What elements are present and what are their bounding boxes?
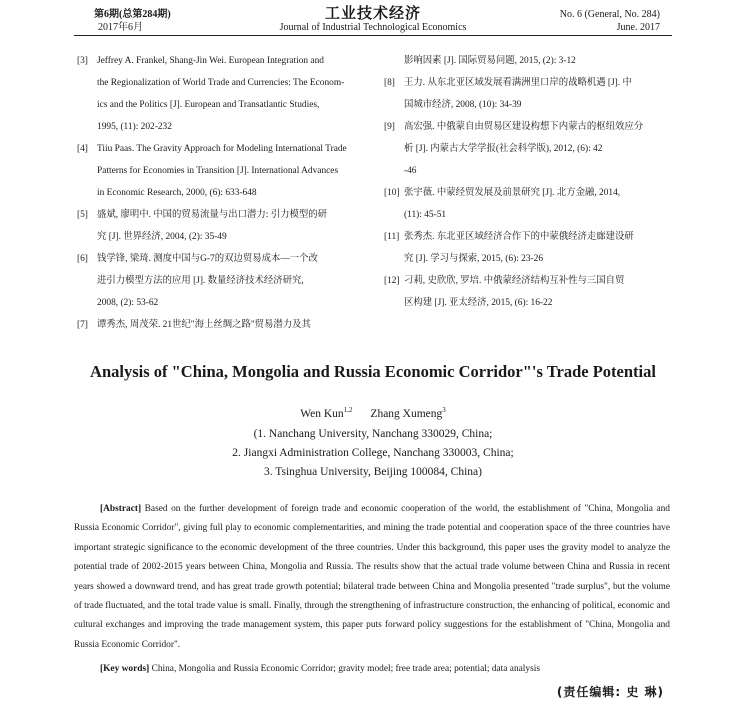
reference-line: 高宏强. 中俄蒙自由贸易区建设构想下内蒙古的枢纽效应分 <box>404 122 644 132</box>
reference-line: 王力. 从东北亚区域发展看满洲里口岸的战略机遇 [J]. 中 <box>404 78 632 88</box>
reference-line: 2008, (2): 53-62 <box>97 298 159 308</box>
header-right <box>560 8 660 34</box>
reference-line: ics and the Politics [J]. European and Transatlantic Studies, <box>97 100 320 110</box>
keywords-label: [Key words] <box>100 664 150 674</box>
reference-line: 张宇薇. 中蒙经贸发展及前景研究 [J]. 北方金融, 2014, <box>404 188 621 198</box>
header-rule <box>74 35 672 36</box>
reference-item <box>77 138 367 204</box>
author-1: Wen Kun <box>300 407 344 420</box>
journal-title-cn: 工业技术经济 <box>324 4 421 22</box>
reference-item <box>77 248 367 314</box>
issue-en: No. 6 (General, No. 284) <box>559 9 660 20</box>
reference-number: [5] <box>77 210 88 220</box>
article-title: Analysis of "China, Mongolia and Russia Economic Corridor"'s Trade Potential <box>90 362 656 381</box>
reference-line: 究 [J]. 学习与探索, 2015, (6): 23-26 <box>404 254 544 264</box>
references-right-column <box>384 50 674 314</box>
reference-line: 1995, (11): 202-232 <box>97 122 172 132</box>
reference-line: the Regionalization of World Trade and Currencies: The Econom- <box>97 78 345 88</box>
keywords-text: China, Mongolia and Russia Economic Corridor; gravity model; free trade area; potential; data analysis <box>151 664 540 674</box>
author-2-sup: 3 <box>442 406 446 414</box>
reference-line: 析 [J]. 内蒙古大学学报(社会科学版), 2012, (6): 42 <box>404 144 603 154</box>
abstract-text: Based on the further development of foreign trade and economic cooperation of the world, the establishment of "China, Mongolia and Russia Economic Corridor", giving full play to economic complementarities, and mining the trade potential and cooperation space of the three countries have important strategic significance to the economic development of the three countries. Under this background, this paper uses the gravity model to analyze the potential trade of 2002-2015 years between China, Mongolia and Russia. The results show that the actual trade volume between China and Russia in recent years showed a downward trend, and has great trade growth potential; bilateral trade between China and Mongolia presented "trade surplus", but the volume of trade fluctuated, and the total trade value is small. Finally, through the strengthening of infrastructure construction, the enhancing of political, economic and cultural exchanges and improving the trade management system, this paper puts forward policy suggestions for the establishment of "China, Mongolia and Russia Economic Corridor". <box>74 504 670 650</box>
reference-line: 进引力模型方法的应用 [J]. 数量经济技术经济研究, <box>97 276 304 286</box>
reference-item <box>384 182 674 226</box>
reference-item <box>77 314 367 336</box>
reference-item <box>384 72 674 116</box>
reference-number: [7] <box>77 320 88 330</box>
reference-line: Patterns for Economies in Transition [J]. International Advances <box>97 166 339 176</box>
reference-line: 区构建 [J]. 亚太经济, 2015, (6): 16-22 <box>404 298 553 308</box>
keywords <box>74 664 670 674</box>
reference-line: Jeffrey A. Frankel, Shang-Jin Wei. European Integration and <box>97 56 324 66</box>
reference-line: 钱学锋, 梁琦. 测度中国与G-7的双边贸易成本—一个改 <box>97 254 318 264</box>
reference-line: 国城市经济, 2008, (10): 34-39 <box>404 100 522 110</box>
date-cn: 2017年6月 <box>98 22 143 33</box>
issue-cn: 第6期(总第284期) <box>94 9 171 20</box>
date-en: June. 2017 <box>616 22 660 33</box>
reference-item <box>384 270 674 314</box>
reference-item <box>384 116 674 182</box>
editor-note: (责任编辑: 史 琳) <box>556 685 664 699</box>
affiliation-3: 3. Tsinghua University, Beijing 100084, China) <box>263 466 482 478</box>
reference-line: 究 [J]. 世界经济, 2004, (2): 35-49 <box>97 232 227 242</box>
reference-line: in Economic Research, 2000, (6): 633-648 <box>97 188 257 198</box>
affiliation-2: 2. Jiangxi Administration College, Nanchang 330003, China; <box>232 447 514 459</box>
author-2: Zhang Xumeng <box>370 407 443 420</box>
reference-item <box>77 204 367 248</box>
journal-title-en: Journal of Industrial Technological Economics <box>279 22 467 33</box>
reference-item <box>77 50 367 138</box>
abstract <box>74 500 670 655</box>
reference-item <box>384 226 674 270</box>
author-1-sup: 1,2 <box>343 406 353 414</box>
reference-line: 张秀杰. 东北亚区域经济合作下的中蒙俄经济走廊建设研 <box>404 232 634 242</box>
reference-line: 影响因素 [J]. 国际贸易问题, 2015, (2): 3-12 <box>404 56 576 66</box>
authors <box>0 406 746 420</box>
reference-line: 盛斌, 廖明中. 中国的贸易流量与出口潜力: 引力模型的研 <box>97 210 327 220</box>
reference-number: [3] <box>77 56 88 66</box>
affiliation-1: (1. Nanchang University, Nanchang 330029, China; <box>253 428 493 440</box>
reference-line: -46 <box>404 166 417 176</box>
reference-number: [10] <box>384 188 400 198</box>
reference-number: [11] <box>384 232 400 242</box>
reference-number: [6] <box>77 254 88 264</box>
reference-line: 刁莉, 史欣欣, 罗培. 中俄蒙经济结构互补性与三国自贸 <box>404 276 625 286</box>
reference-number: [4] <box>77 144 88 154</box>
reference-number: [12] <box>384 276 400 286</box>
reference-line: (11): 45-51 <box>404 210 447 220</box>
reference-line: Tiiu Paas. The Gravity Approach for Modeling International Trade <box>97 144 347 154</box>
references-left-column <box>77 50 367 336</box>
reference-line: 谭秀杰, 周茂荣. 21世纪"海上丝绸之路"贸易潜力及其 <box>97 320 311 330</box>
reference-number: [8] <box>384 78 395 88</box>
reference-number: [9] <box>384 122 395 132</box>
reference-item <box>384 50 674 72</box>
abstract-label: [Abstract] <box>100 504 142 514</box>
